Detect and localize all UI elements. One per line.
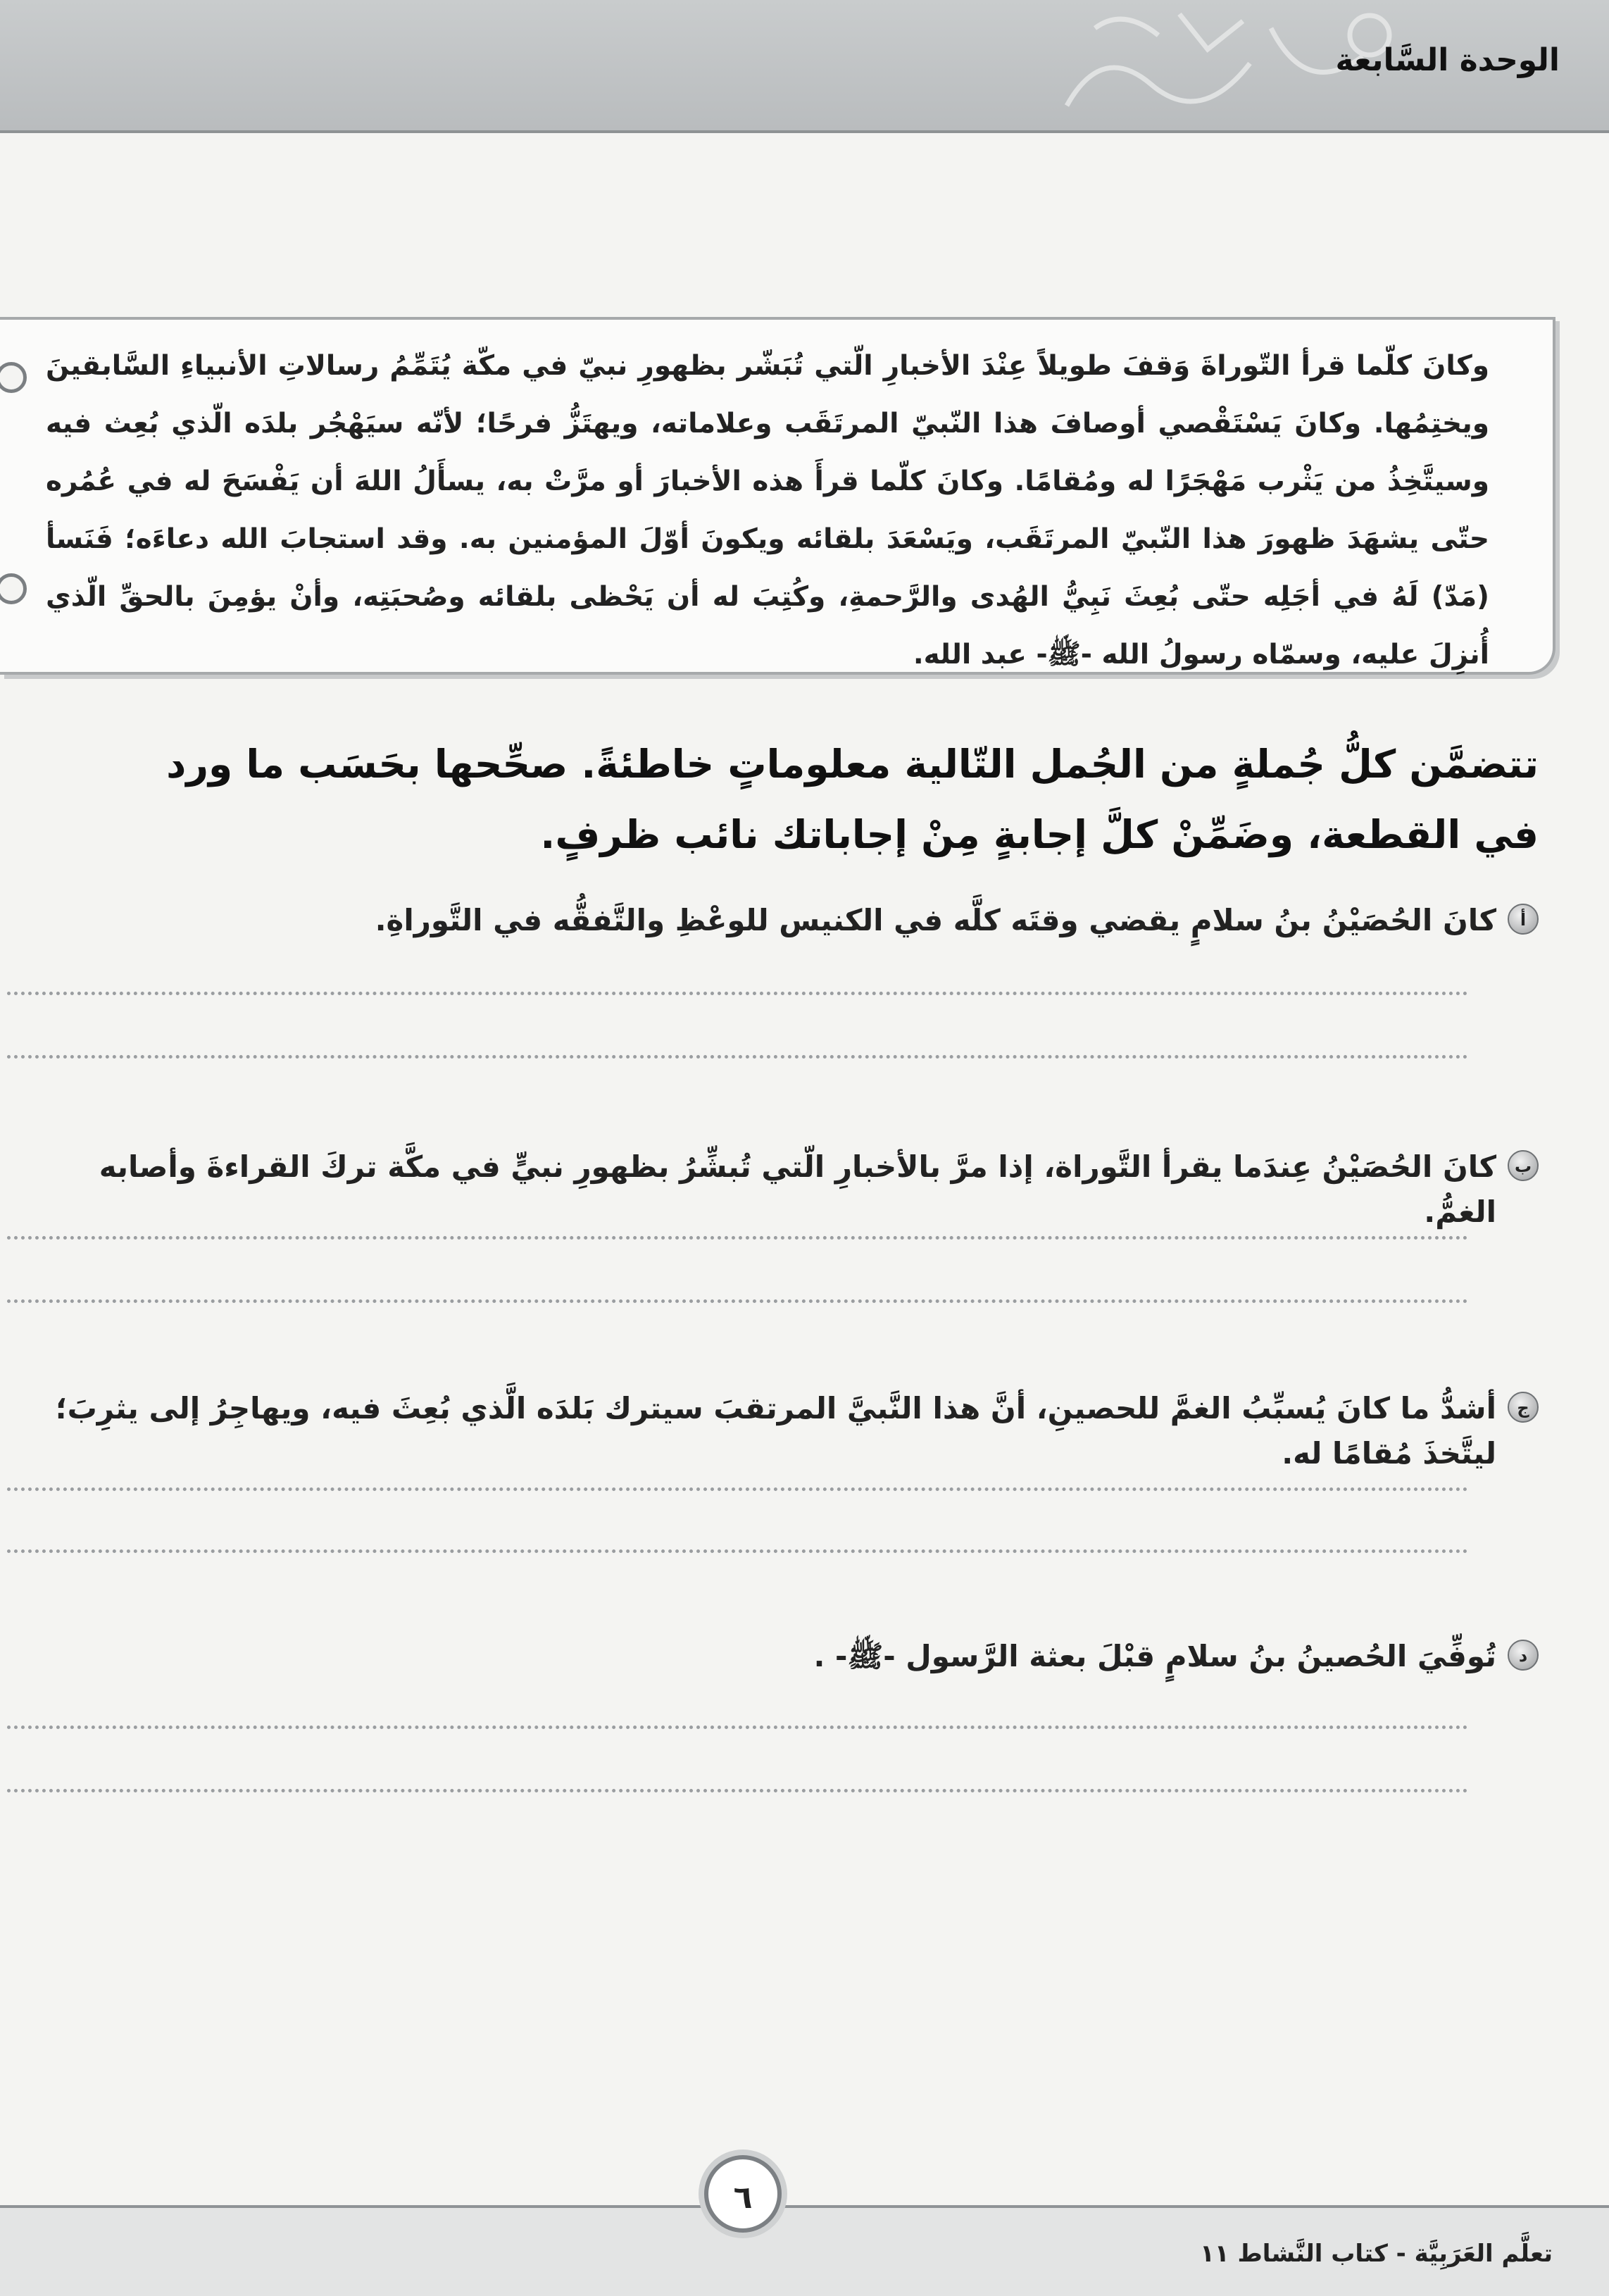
answer-line[interactable]	[7, 992, 1468, 995]
question-text: تُوفِّيَ الحُصينُ بنُ سلامٍ قبْلَ بعثة الرَّسول -ﷺ- .	[813, 1639, 1496, 1673]
answer-line[interactable]	[7, 1299, 1468, 1303]
question-marker: ج	[1508, 1392, 1539, 1423]
answer-line[interactable]	[7, 1549, 1468, 1553]
reading-passage-box	[0, 317, 1555, 675]
answer-line[interactable]	[7, 1789, 1468, 1792]
question-text: كانَ الحُصَيْنُ عِندَما يقرأ التَّوراة، إذا مرَّ بالأخبارِ الّتي تُبشِّرُ بظهورِ نبيٍّ في مكَّة تركَ القراءةَ وأصابه الغمُّ.	[99, 1149, 1496, 1229]
question-text: أشدُّ ما كانَ يُسبِّبُ الغمَّ للحصينِ، أنَّ هذا النَّبيَّ المرتقبَ سيترك بَلدَه الَّذي بُعِثَ فيه، ويهاجِرُ إلى يثرِبَ؛ ليتَّخذَ مُقامًا له.	[55, 1391, 1496, 1471]
page-number: ٦	[704, 2155, 782, 2233]
binder-ring-icon	[0, 362, 27, 393]
answer-line[interactable]	[7, 1487, 1468, 1491]
question-marker: أ	[1508, 904, 1539, 935]
passage-text: وكانَ كلّما قرأ التّوراةَ وَقفَ طويلاً عِنْدَ الأخبارِ الّتي تُبَشّر بظهورِ نبيّ في مكّة يُتَمِّمُ رسالاتِ الأنبياءِ السَّابقينَ ويختِمُها. وكانَ يَسْتَقْصي أوصافَ هذا النّبيّ المرتَقَب وعلاماته، ويهتَزُّ فرحًا؛ لأنّه سيَهْجُر بلدَه الّذي بُعِث فيه وسيتَّخِذُ من يَثْرب مَهْجَرًا له ومُقامًا. وكانَ كلّما قرأَ هذه الأخبارَ أو مرَّتْ به، يسأَلُ اللهَ أن يَفْسَحَ له في عُمُره حتّى يشهَدَ ظهورَ هذا النّبيّ المرتَقَب، ويَسْعَدَ بلقائه ويكونَ أوّلَ المؤمنين به. وقد استجابَ الله دعاءَه؛ فَنَسأ (مَدّ) لَهُ في أجَلِه حتّى بُعِثَ نَبِيُّ الهُدى والرَّحمةِ، وكُتِبَ له أن يَحْظى بلقائه وصُحبَتِه، وأنْ يؤمِنَ بالحقِّ الّذي أُنزِلَ عليه، وسمّاه رسولُ الله -ﷺ- عبد الله.	[46, 350, 1489, 670]
answer-line[interactable]	[7, 1055, 1468, 1059]
answer-line[interactable]	[7, 1726, 1468, 1729]
header-band	[0, 0, 1609, 133]
question-marker: د	[1508, 1640, 1539, 1671]
question-marker: ب	[1508, 1150, 1539, 1181]
answer-line[interactable]	[7, 1236, 1468, 1240]
book-title: تعلَّم العَرَبِيَّة - كتاب النَّشاط ١١	[1200, 2240, 1553, 2268]
exercise-instruction: تتضمَّن كلُّ جُملةٍ من الجُمل التّالية معلوماتٍ خاطئةً. صحِّحها بحَسَب ما ورد في القطعة، وضَمِّنْ كلَّ إجابةٍ مِنْ إجاباتك نائب ظرفٍ.	[166, 742, 1539, 857]
unit-title: الوحدة السَّابعة	[1335, 42, 1560, 78]
binder-ring-icon	[0, 573, 27, 604]
question-text: كانَ الحُصَيْنُ بنُ سلامٍ يقضي وقتَه كلَّه في الكنيس للوعْظِ والتَّفقُّه في التَّوراةِ.	[375, 903, 1496, 937]
